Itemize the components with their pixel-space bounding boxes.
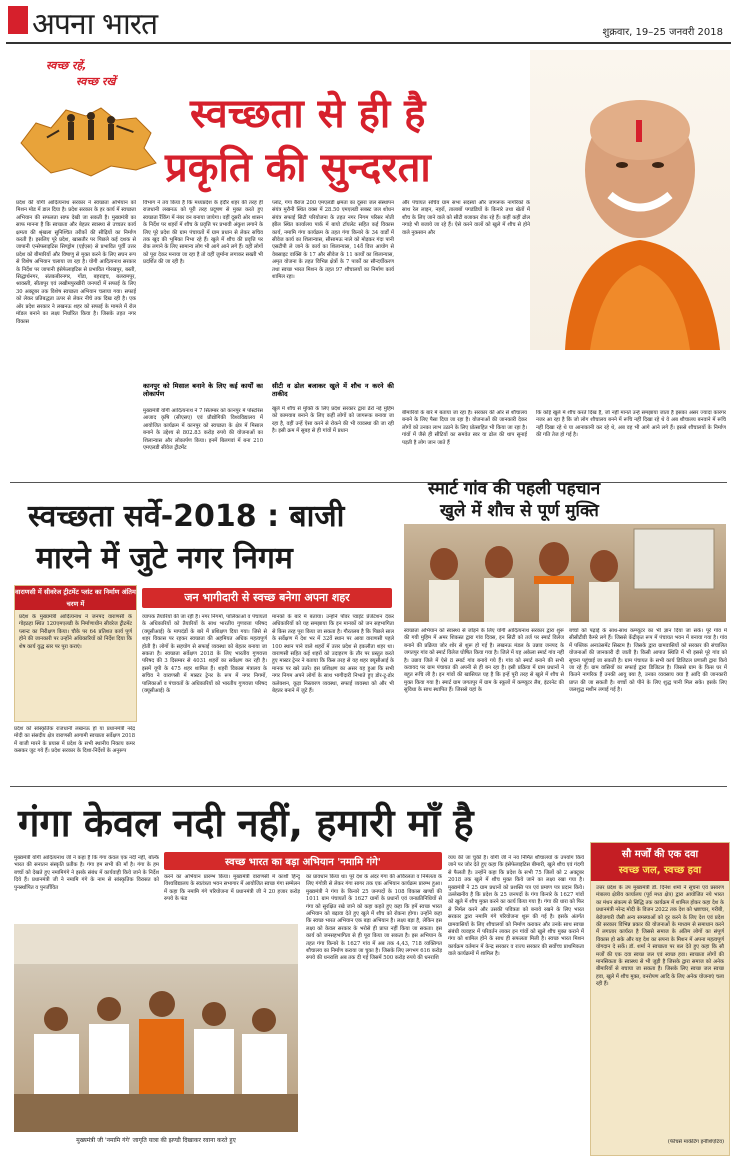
story2-headline-line1: स्वच्छता सर्वे-2018 : बाजी [28, 499, 345, 534]
story1-column3: प्लांट, गंगा बैराज 200 एमएलडी क्षमता का दूसरा जल संस्थापन संयंत्र मुरौनी स्थित वक्स में 28.50 एमएलडी सबस्ट जल शोधन संयंत्र सफाई सिटी परियोजना के तहत नगर निगम परिसर मोती झील स्थित कार्यालय पार्क में बायो टॉयलेट सहित कई विकास कार्य, नमामि गंगा कार्यक्रम के तहत गंगा किनारे के 34 वार्डों में सीवेज कार्य का शिलान्यास, सीसामऊ नाले को मोड़कर गंदा पानी एसटीपी ले जाने के कार्य का शिलान्यास, 14वें वित्त आयोग से वेबसाइट वाक्सि के 17 और सीवेज के 11 कार्यों का शिलान्यास, अमृत योजना के तहत विभिन्न क्षेत्रों के 7 पार्कों का सौन्दर्यीकरण तथा स्वच्छ भारत मिशन के तहत 97 शौचालयों का निर्माण कार्य शामिल रहा। [272, 200, 394, 281]
story2-headline-line2: मारने में जुटे नगर निगम [36, 541, 293, 576]
logo-text-line2: स्वच्छ रखें [76, 75, 116, 88]
story2-column2: व्यापक तैयारियों की जा रही हैं। नगर निगमों, पालिकाओं व पंचायतों के अधिकारियों को तैयारियों के साथ भारतीय गुणवत्ता परिषद (क्यूसीआई) के मापदंडों के बारे में प्रशिक्षण दिया गया। जिसे से शहर विकास पर रहकर स्वच्छता की अहमियत अधिक महत्वपूर्ण होती है। लोगों के सहयोग से सफाई व्यवस्था को बेहतर बनाया जा सकता है। स्वच्छता सर्वेक्षण 2018 के लिए भारतीय गुणवत्ता परिषद की 3 दिसम्बर से 4031 शहरों का सर्वेक्षण कर रही है। इसमें यूपी के 475 शहर शामिल हैं। शहरी विकास मंत्रालय के सचिव ने वाराणसी में मास्टर ट्रेनर के रूप में नगर निगमों, पालिकाओं व पंचायतों के अधिकारियों को भारतीय गुणवत्ता परिषद (क्यूसीआई) के [142, 614, 267, 695]
story4-column2: करने का अभियान प्रारम्भ किया। मुख्यमंत्री वाराणसी में काशी हिन्दू विश्वविद्यालय के स्वतंत्रता भवन सभागार में आयोजित स्वच्छ गंगा सम्मेलन में कहा कि नमामि गंगे परियोजना में प्रधानमंत्री जी ने 20 हजार करोड़ रुपये के फंड [164, 874, 300, 903]
story4-column3: का प्रावधान किया था। पूरे देश के अंदर गंगा की अविरलता व निर्मलता के लिए गंगोत्री से लेकर गंगा सागर तक एक अभियान कार्यक्रम प्रारम्भ हुआ। मुख्यमंत्री ने गंगा के किनारे 25 जनपदों के 108 विकास खण्डों की 1011 ग्राम पंचायतों के 1627 ग्रामों के प्रधानों एवं जनप्रतिनिधियों से गंगा को सुरक्षित रखे जाने को कहा कहते हुए कहा कि हमें स्वच्छ भारत अभियान को बढ़ावा देते हुए खुले में शौच को रोकना होगा। उन्होंने कहा कि स्वच्छ भारत अभियान एक बड़ा अभियान है। लक्ष्य बड़ा है, लेकिन इस लक्ष्य को केवल सरकार के भरोसे ही प्राप्त नहीं किया जा सकता। इस कार्य को जनसहभागिता से ही पूरा किया जा सकता है। इस अभियान के तहत गंगा किनारे के 1627 गांव में अब तक 4,43, 718 व्यक्तिगत शौचालय का निर्माण कराया जा चुका है। जिसके लिए लगभग 616 करोड़ रुपये की धनराशि अब तक दी गई जिसमें 500 करोड़ रुपये की धनराशि [306, 874, 442, 962]
varanasi-sidebox [14, 585, 137, 722]
story1-column1: प्रदेश की योगी आदित्यनाथ सरकार ने स्वच्छता अभियान को मिशन मोड में डाल दिया है। प्रदेश सरकार के हर कार्य में स्वच्छता अभियान की सफलता साफ देखी जा सकती है। मुख्यमंत्री का साफ मानना है कि स्वच्छता और बेहतर स्वास्थ्य से उच्चतर कार्य क्षमता की श्रृंखला सुनिश्चित तरीकों की सीढ़ियों का निर्माण करती है। इसलिए पूरे प्रदेश, खासतौर पर पिछले कई दशक से जापानी एन्सेफ्लाइटिस सिण्ड्रोम (एईएस) से प्रभावित पूर्वी उत्तर प्रदेश को बीमारियों और विषाणु से मुक्त करने के लिए सघन रूप से विशेष अभियान चलाया जा रहा है। योगी आदित्यनाथ सरकार के निर्देश पर जापानी इंसेफेलाइटिस से प्रभावित गोरखपुर, बस्ती, सिद्धार्थनगर, संतकबीरनगर, गोंडा, बहराइच, बलरामपुर, श्रावस्ती, सीतापुर एवं लखीमपुरखीरी जनपदों में सफाई के लिए 30 अक्टूबर तक विशेष स्वच्छता अभियान चलाया गया। सफाई को लेकर प्रतिबद्धता ऊपर से लेकर नीचे तक दिख रही है। एक ओर प्रदेश सरकार ने लखनऊ शहर को सफाई के मामले में रोल मॉडल बनाने का लक्ष्य निर्धारित किया है। जिसके तहत नगर विकास [16, 200, 136, 325]
clean-air-sidebox-head [591, 843, 729, 881]
section-divider [10, 482, 727, 483]
varanasi-sidebox-head: वाराणसी में सीवरेज ट्रीटमेंट प्लांट का निर्माण अंतिम चरण में [15, 588, 136, 608]
varanasi-sidebox-text: प्रदेश के मुख्यमंत्री आदित्यनाथ ने जनपद वाराणसी के गोइठहा स्थित 120एमएलडी के निर्माणाधीन सीवरेज ट्रीटमेंट प्लान्ट का निरीक्षण किया। चौके पर 64 प्रतिशत कार्य पूर्ण होने की जानकारी पर उन्होंने अधिकारियों को निर्देश दिया कि शेष कार्य युद्ध स्तर पर पूरा कराएं। [19, 614, 132, 650]
story4-headline: गंगा केवल नदी नहीं, हमारी माँ है [18, 801, 474, 845]
story2-banner-text: जन भागीदारी से स्वच्छ बनेगा अपना शहर [184, 591, 350, 604]
story2-banner [142, 588, 392, 608]
story1-column2-continued: मुख्यमंत्री योगी आदित्यनाथ ने 7 सितम्बर को कानपुर में पोस्टोरेस आजाद कृषि (सीएसए) एवं प्रौद्योगिकी विश्वविद्यालय में आयोजित कार्यक्रम में कानपुर को स्वच्छता के क्षेत्र में मिसाल बनाने के उद्देश्य से 802.83 करोड़ रुपये की योजनाओं का शिलान्यास और लोकार्पण किया। इनमें बिलगवां में बना 210 एमएलडी सीवेज ट्रीटमेंट [143, 408, 263, 452]
swachh-logo [16, 58, 166, 178]
story1-column3-subhead: सीटी व ढोल बजाकर खुले में शौच न करने की ताकीद [272, 382, 394, 399]
story2-column3: मानकों के बारे में बताया। उन्होंने पॉवर प्वाइंट प्रेजेंटेशन देकर अधिकारियों को यह समझाया कि इन मानकों को जन सहभागिता से किस तरह पूरा किया जा सकता है। गौरतलब है कि पिछले साल के सर्वेक्षण में देश भर में 32वें स्थान पर आया वाराणसी पहले 100 स्थान पाने वाले शहरों में उत्तर प्रदेश से इकलौता शहर था। वाराणसी सहित कई शहरों को उदाहरण के तौर पर प्रस्तुत करते हुए मास्टर ट्रेनर ने बताया कि किस तरह से यह शहर क्यूसीआई के मानक पर खरे उतरे। इस प्रशिक्षण का असर यह हुआ कि सभी नगर निगम अपने लोगों के साथ भागीदारी निभाते हुए डोर-टू-डोर कलेक्शन, कूड़ा निस्तारण व्यवस्था, सफाई व्यवस्था को और भी बेहतर बनाने में जुटे हैं। [272, 614, 394, 695]
namami-gange-photo-caption: मुख्यमंत्री जी 'नमामि गंगे' जागृति यात्रा की झण्डी दिखाकर रवाना करते हुए [76, 1137, 236, 1144]
clean-air-sidebox-head-line2: स्वच्छ जल, स्वच्छ हवा [618, 865, 702, 876]
masthead-rule [6, 42, 731, 44]
clean-air-sidebox-head-line1: सौ मर्जों की एक दवा [621, 849, 699, 860]
story4-column4: व्यय की जा चुकी है। योगी जी ने नव निर्मित शौचालयों के उपयोग किये जाने पर जोर देते हुए कहा कि इंसेफेलाइटिस बीमारी, खुले शौच एवं गंदगी से फैलती है। उन्होंने कहा कि प्रदेश के सभी 75 जिलों को 2 अक्टूबर 2018 तक खुले में शौच मुक्त किये जाने का लक्ष्य रखा गया है। मुख्यमंत्री ने 25 ग्राम प्रधानों को प्रशस्ति पत्र एवं प्रमाण पत्र प्रदान किये। उल्लेखनीय है कि प्रदेश के 25 जनपदों के गंगा किनारे के 1627 गांवों को खुले में शौच मुक्त करने का कार्य किया गया है। गंगा की धारा को फिर से निर्मल करने और उसकी पवित्रता को बनाये रखने के लिए भारत सरकार द्वारा नमामि गंगे परियोजना शुरू की गई है। इसके अंतर्गत ग्रामवासियों के लिए शौचालयों को निर्माण कराकर और उनके साथ स्वच्छ संबंधी व्यवहार में परिवर्तन लाकर इन गांवों को खुले शौच मुक्त कराने में गंगा को शामिल होने के साथ ही सफलता मिली है। स्वच्छ भारत मिशन कार्यक्रम वर्तमान में केन्द्र सरकार व राज्य सरकार की सर्वोच्च प्राथमिकता वाले कार्यक्रमों में शामिल है। [448, 855, 584, 958]
story4-banner-text: स्वच्छ भारत का बड़ा अभियान 'नमामि गंगे' [225, 857, 381, 868]
masthead-date: शुक्रवार, 19–25 जनवरी 2018 [602, 27, 723, 38]
story4-column1: मुख्यमंत्री योगी आदित्यनाथ जी ने कहा है कि गंगा केवल एक नदी नहीं, बल्कि भारत की सनातन संस्कृति प्रतीक है। गंगा हम सभी की माँ है। गंगा के हम बच्चों को देखते हुए नमामिगंगे ने इसके संबंध में कार्यवाही किये जाने के निर्देश दिये हैं। प्रधानमंत्री जी ने नमामि गंगे के नाम से सांस्कृतिक विरासत को पुनर्स्थापित व पुनर्जीवित [14, 855, 159, 891]
story1-column5-continued: कि कोई खुले में शौच करते दिख है, जो नहीं मानते उन्हें समझाया जाता है इसका असर ज्यादा कारगर नजर आ रहा है कि जो लोग शौचालय बनने में रूचि नहीं दिखा रहे थे वे अब शौचालय बनवाने में रूचि नहीं दिखा रहे थे या आनाकानी कर रहे थे, अब वह भी आगे आने लगे हैं। इससे शौचालयों के निर्माण की गति तेज हो गई है। [536, 410, 726, 439]
clean-air-sidebox-text: उत्तर प्रदेश के उप मुख्यमंत्री डॉ. दिनेश शर्मा ने सूचना एवं प्रसारण मंत्रालय क्षेत्रीय कार्यालय (पूर्व मध्य क्षेत्र) द्वारा आयोजित नये भारत का मंथन संकल्प से सिद्धि तक कार्यक्रम में शामिल होकर कहा देश के प्रधानमंत्री नरेन्द्र मोदी के विजन 2022 तक देश को भ्रष्टाचार, गरीबी, बेरोजगारी जैसी अन्य समस्याओं को दूर करने के लिए देश एवं प्रदेश की सरकार विभिन्न प्रकार की योजनाओं के माध्यम से समाधान करने में लगातार कार्यरत है जिससे समाज के अंतिम लोगों का संपूर्ण विकास हो सके और यह देश का सपना के मिशन में अपना महत्वपूर्ण योगदान दे सकें। डॉ. शर्मा ने स्वच्छता पर बल देते हुए कहा कि सौ मर्जों की एक दवा स्वच्छ जल एवं स्वच्छ हवा। स्वच्छता लोगों की मानसिकता के स्वास्थ्य से भी जुड़ी है जिसके द्वारा समाज को अनेक बीमारियों से बचाया जा सकता है। जिसके लिए स्वच्छ जल स्वच्छ हवा, खुले में शौच मुक्त, वनरोपण आदि के लिए अनेक योजनाएं चला रही हैं। [596, 885, 724, 988]
story2-column1: प्रदेश को सांस्कृतिक राजधानी लखनऊ हो या प्रधानमंत्री नरेंद्र मोदी का संसदीय क्षेत्र वाराणसी आगामी स्वच्छता सर्वेक्षण 2018 में बाजी मारने के प्रयास में प्रदेश के सभी स्थानीय निकाय कमर कसकर जुट गये हैं। प्रदेश सरकार के दिशा-निर्देशों के अनुरूप [14, 726, 135, 755]
clean-air-sidebox [590, 842, 730, 1156]
story4-banner [164, 852, 442, 870]
story1-column4-continued: बीमारियों के बारे में बताया जा रहा है। सरकार की ओर से शौचालय बनाने के लिए पैसा दिया जा रहा है। योजनाओं की जानकारी देकर लोगों को उनका लाभ उठाने के लिए प्रोत्साहित भी किया जा रहा है। गांवों में जैसे ही सीटियों का समवेत स्वर या ढोल की थाप सुनाई पड़ती है लोग जान जाते हैं [402, 410, 527, 446]
clean-air-sidebox-credit: (फीचर्स मार्केटिंग इनीशिएटिव) [667, 1139, 724, 1145]
masthead-title: अपना भारत [32, 7, 158, 42]
namami-gange-photo [14, 924, 298, 1132]
story3-headline-line1: स्मार्ट गांव की पहली पहचान [428, 479, 601, 499]
chief-minister-photo [530, 50, 730, 350]
masthead-logo-mark [8, 6, 28, 34]
story1-column3-continued: खुले में शौच से मुक्ति के लिए प्रदेश सरकार द्वारा ढेरों नई मुहिम को कामयाब बनाने के लिए कहीं लोगों को जागरूक बनाया जा रहा है, वहीं उन्हें ऐसा करने से रोकने की भी व्यवस्था की जा रही है। इसी क्रम में सुबह से ही गांवों में प्रधान [272, 406, 394, 435]
story3-column2: बच्चों को पढ़ाई के साथ-साथ कम्प्यूटर का भी ज्ञान दिया जा सके। पूरे गांव में सीसीटीवी कैमरे लगे हैं। जिससे केंद्रीकृत रूप में पंचायत भवन में बनाया गया है। गांव में पब्लिक अनाउंसमेंट सिस्टम है। जिसके द्वारा ग्रामवासियों को सरकार की संचालित योजनाओं की जानकारी दी जाती है। किसी आपात स्थिति में भी इससे पूरे गांव को सूचना पहुंचाई जा सकती है। ग्राम पंचायत के सभी कार्य डिजिटल प्रणाली द्वारा किये जा रहे हैं। ग्राम वासियों का सफाई द्वारा डिजिटल है। जिससे ग्राम के किस घर में कितने नागरिक हैं उनकी आयु क्या है, उनका व्यवसाय क्या है आदि की जानकारी प्राप्त की जा सकती है। बच्चों को पीने के लिए शुद्ध पानी मिल सके। इसके लिए जलशुद्ध मशीन लगाई गई है। [569, 628, 727, 694]
story1-column2-subhead: कानपुर को मिसाल बनाने के लिए कई कार्यों का लोकार्पण [143, 382, 263, 399]
smart-village-photo [404, 524, 726, 622]
logo-text-line1: स्वच्छ रहें, [46, 59, 87, 72]
story3-column1: स्वच्छता अभियान को स्वास्थ्य से जोड़ने के लिए योगी आदित्यनाथ सरकार द्वारा शुरू की गयी मुहिम में अमर शिकस्त द्वारा गांव दिवस, इन सिटी को तर्ज पर स्मार्ट विलेज बनाने की प्रक्रिया जोर शोर से शुरू हो गई है। लखनऊ मंडल के उन्नाव जनपद के जगतपुर गांव को स्मार्ट विलेज घोषित किया गया है। जिले में यह अकेला स्मार्ट गांव नहीं है। उन्नाव जिले में ऐसे 8 स्मार्ट गांव बनाये गये हैं। गांव को स्मार्ट बनाने की सभी कवायद पर ग्राम पंचायत की अपनी से ही बन रहा है। इसी प्रक्रिया में ग्राम प्रधानों ने बहुत रूचि ली है। इन गांवों की खासियत यह है कि इन्हें पूरी तरह से खुले में शौच से मुक्त किया गया है। स्मार्ट ग्राम जगतपुर में ग्राम के स्कूलों में कम्प्यूटर लैब, इंटरनेट की सुविधा के साथ स्थापित हैं। जिससे यहां के [404, 628, 564, 694]
up-map-illustration [16, 88, 166, 183]
story1-column2: विभाग ने तय किया है कि मध्यप्रदेश के इंदौर शहर की तरह ही राजधानी लखनऊ को पूरी तरह प्रदूषण से मुक्त करते हुए स्वच्छता रैंकिंग में नंबर वन बनाया जायेगा। वहीं दूसरी ओर शासन के निर्देश पर शहरों में शौच के प्रवृत्ति पर प्रभावी अंकुश लगाने के लिए पूरे प्रदेश की ग्राम पंचायतों में ग्राम प्रधान से लेकर सचिव तक खुद की भूमिका निभा रहे हैं। खुले में शौच की प्रवृत्ति पर रोक लगाने के लिए सामान्य लोग भी आगे आने लगे हैं। वहीं लोगों को पूरा देकर मनाया जा रहा है तो वहीं जुर्माना लगाकर सख्ती भी प्रदर्शित की जा रही है। [143, 200, 263, 266]
story3-headline-line2: खुले में शौच से पूर्ण मुक्ति [440, 501, 599, 521]
story1-headline-line1: स्वच्छता से ही है [190, 91, 426, 137]
story1-column4: और पंचायत सचिव ग्राम सभा सदस्यों और जागरूक नागरिकों के साथ रेल लाइन, नहरों, तालाबों पगडंडियों के किनारे तथा खेतों में शौच के लिए जाने वाले को सीटी बजाकर रोक रहे हैं। कहीं कहीं ढोल नगाड़े भी बजाये जा रहे हैं। ऐसे करने वालों को खुले में शौच से होने वाले नुकसान और [402, 200, 530, 236]
section-divider-2 [10, 786, 727, 787]
story1-headline-line2: प्रकृति की सुन्दरता [165, 145, 431, 191]
